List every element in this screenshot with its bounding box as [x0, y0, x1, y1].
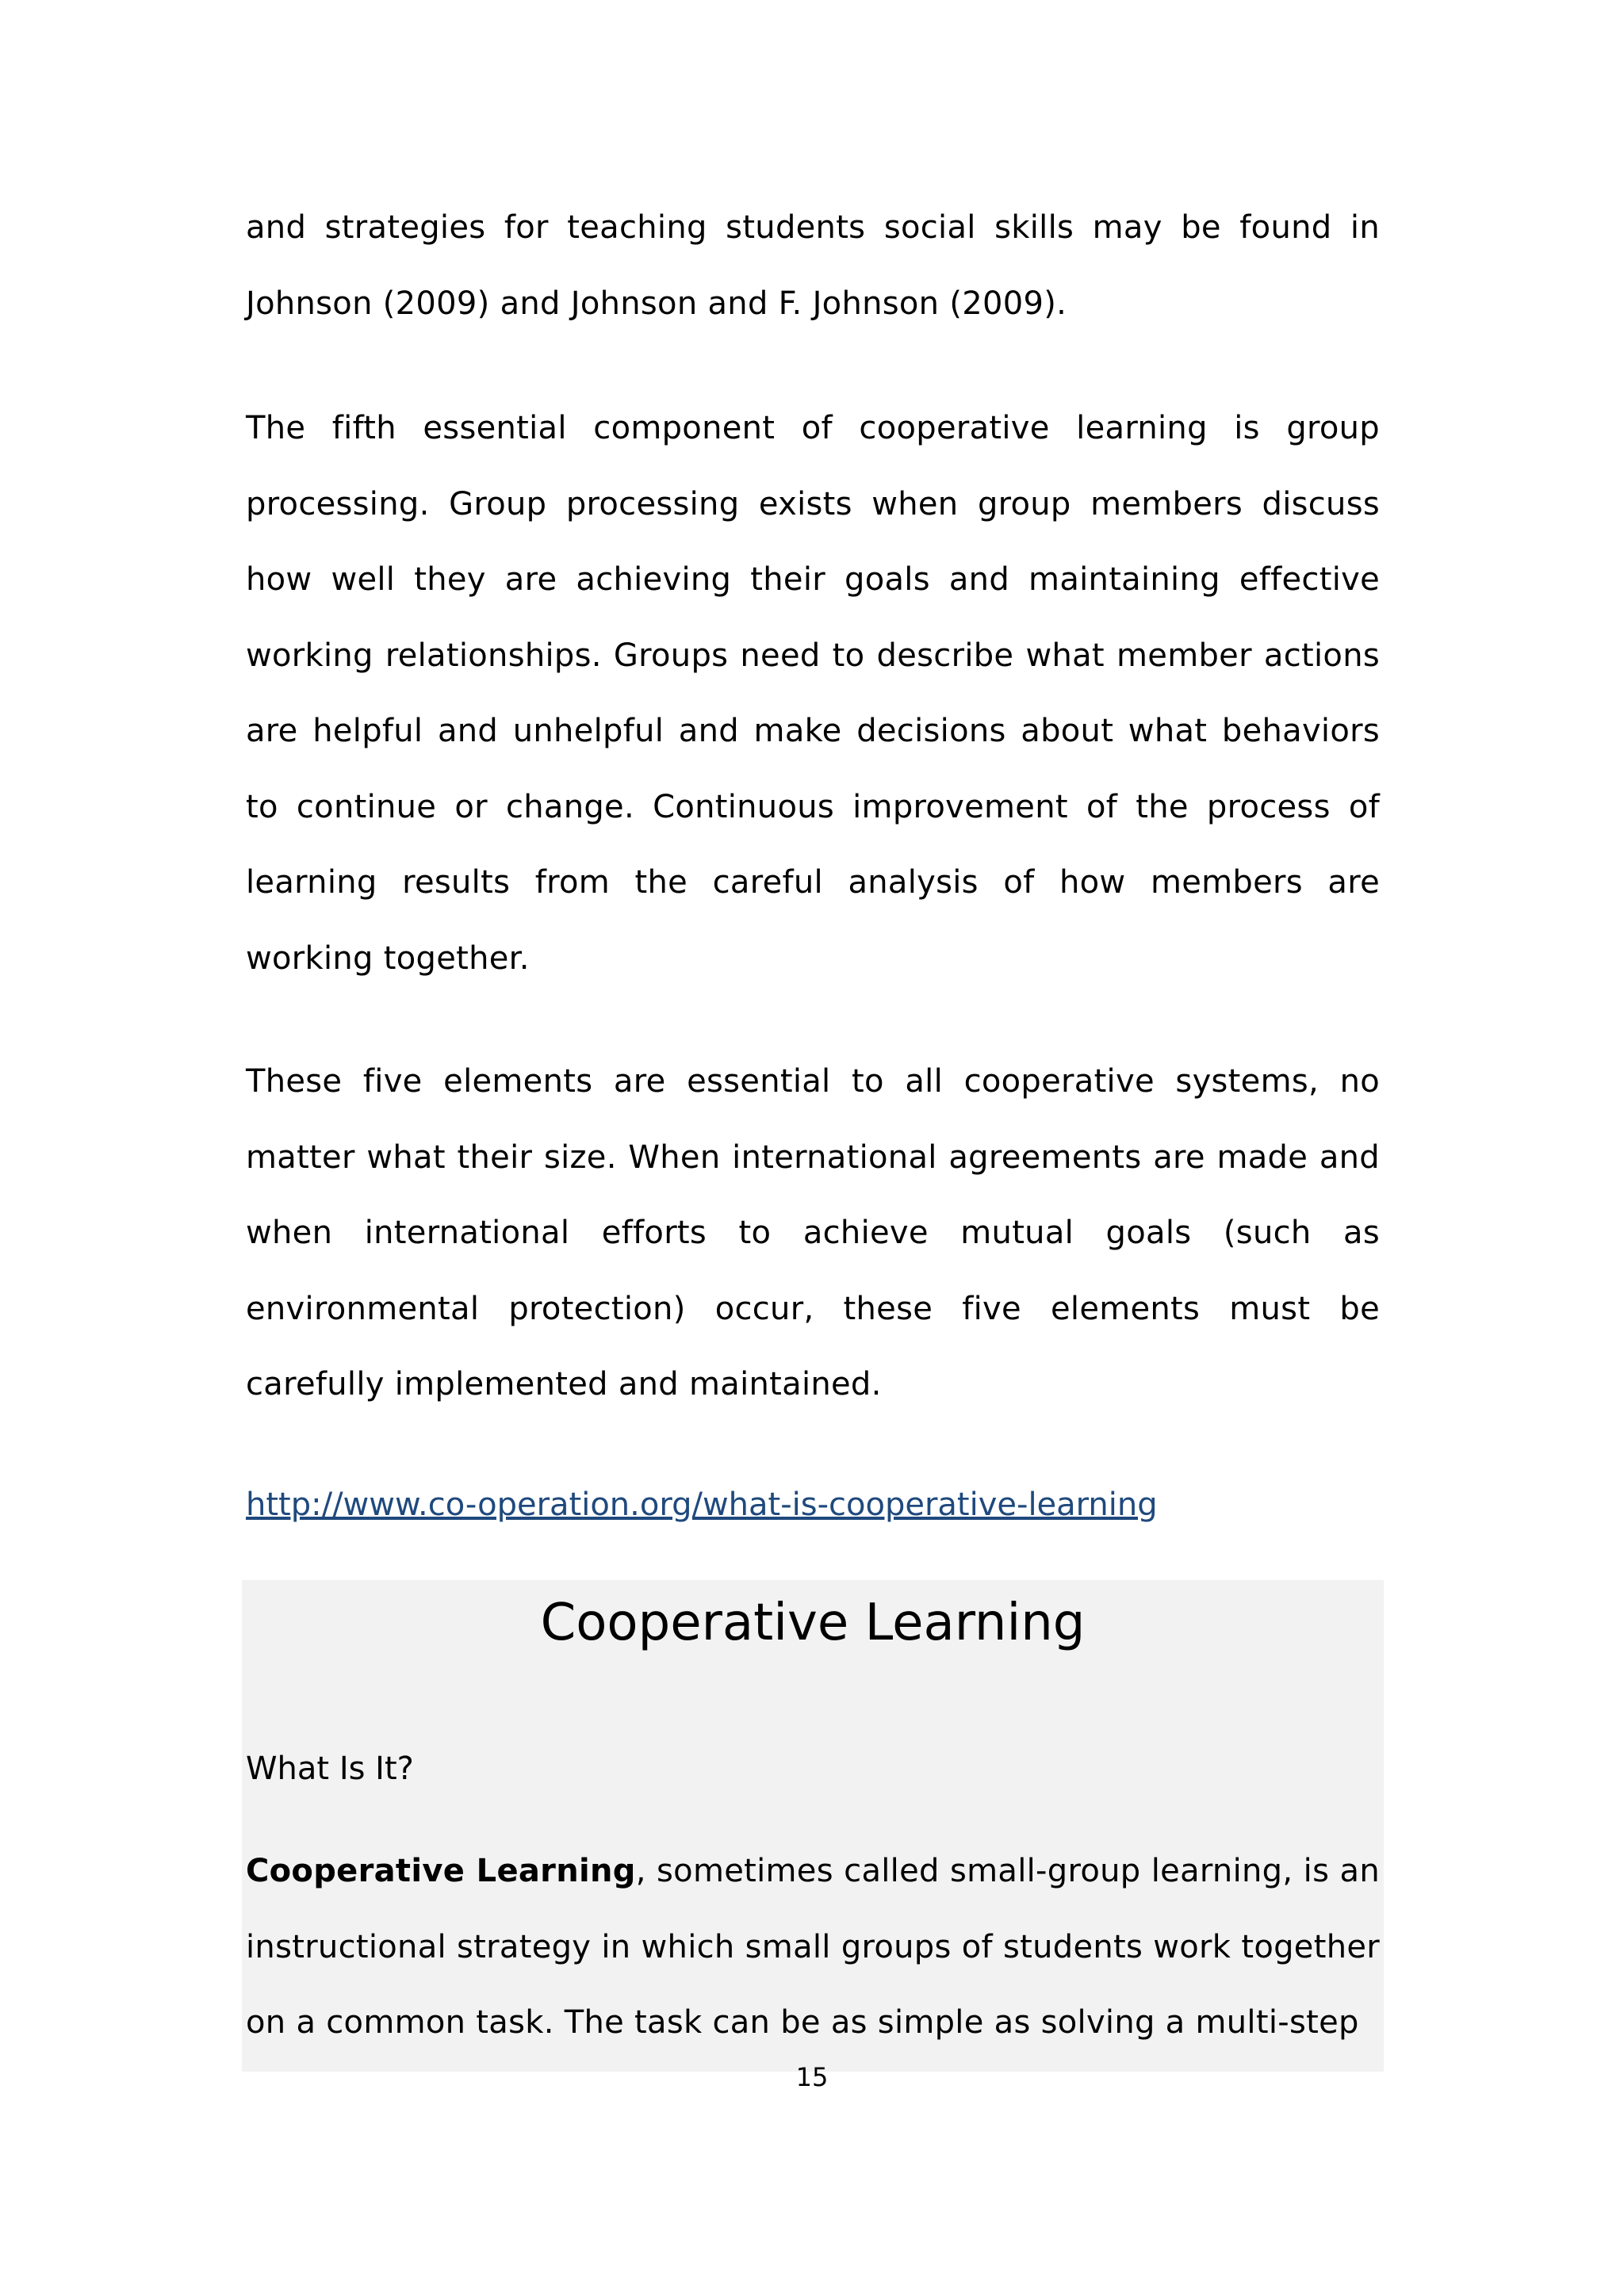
box-subheading: What Is It? — [246, 1751, 414, 1787]
box-definition: , sometimes called small-group learning, is an instructional strategy in which small groups of students work together on a common task. The task can be as simple as solving a multi-step — [246, 1853, 1381, 2041]
box-paragraph — [246, 1834, 1380, 2061]
body-paragraph-1: and strategies for teaching students social skills may be found in Johnson (2009) and Johnson and F. Johnson (2009). — [246, 209, 1380, 322]
body-paragraph-2: The fifth essential component of cooperative learning is group processing. Group processing exists when group members discuss how well they are achieving their goals and maintaining effective working relationships. Groups need to describe what member actions are helpful and unhelpful and make decisions about what behaviors to continue or change. Continuous improvement of the process of learning results from the careful analysis of how members are working together. — [246, 410, 1380, 977]
body-paragraph-3: These five elements are essential to all cooperative systems, no matter what their size. When international agreements are made and when international efforts to achieve mutual goals (such as environmental protection) occur, these five elements must be carefully implemented and maintained. — [246, 1063, 1380, 1402]
page-number: 15 — [795, 2062, 829, 2092]
box-term: Cooperative Learning — [246, 1853, 636, 1889]
source-link[interactable]: http://www.co-operation.org/what-is-cooperative-learning — [246, 1487, 1158, 1523]
cooperative-learning-box — [242, 1580, 1384, 2072]
box-title: Cooperative Learning — [540, 1594, 1086, 1652]
